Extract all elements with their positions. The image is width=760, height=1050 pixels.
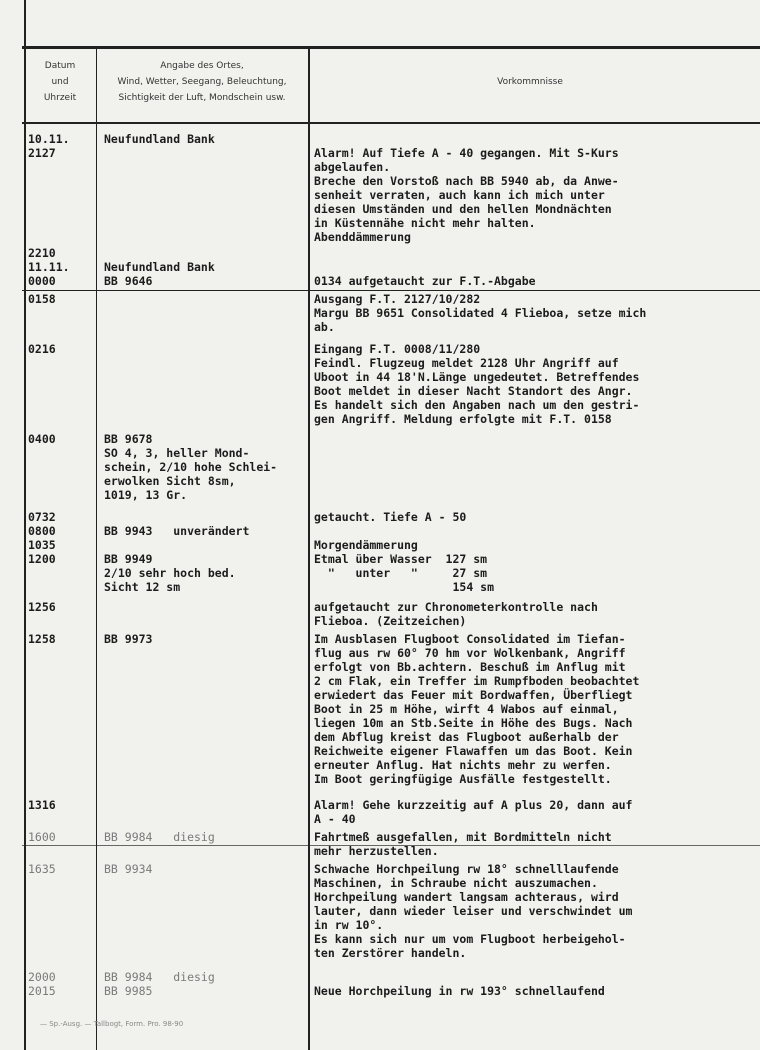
entry-place <box>104 830 304 844</box>
entry-place-line: 1019, 13 Gr. <box>104 488 188 502</box>
entry-events-line: Abenddämmerung <box>314 230 411 244</box>
entry-place <box>104 510 304 594</box>
entry-events-line <box>314 132 754 146</box>
entry-events-line: dem Abflug kreist das Flugboot außerhalb der <box>314 730 619 744</box>
entry-place-line: BB 9646 <box>104 274 153 288</box>
entry-time <box>28 798 98 812</box>
entry-place-line: BB 9943 unverändert <box>104 524 250 538</box>
entry-place-line: Neufundland Bank <box>104 132 215 146</box>
entry-events-line: Margu BB 9651 Consolidated 4 Flieboa, setze mich <box>314 306 647 320</box>
entry-place-line: erwolken Sicht 8sm, <box>104 474 236 488</box>
entry-place <box>104 432 304 502</box>
entry-time-line: 2015 <box>28 984 56 998</box>
entry-events-line: in rw 10°. <box>314 918 384 932</box>
entry-events-line: Breche den Vorstoß nach BB 5940 ab, da Anwe- <box>314 174 619 188</box>
entry-events <box>314 246 754 288</box>
header-events <box>310 74 750 90</box>
entry-events-line: ab. <box>314 320 335 334</box>
entry-events <box>314 292 754 334</box>
header-place-line-2: Wind, Wetter, Seegang, Beleuchtung, <box>117 77 287 87</box>
entry-time-line: 0732 <box>28 510 56 524</box>
entry-time <box>28 970 98 998</box>
entry-events-line: in Küstennähe nicht mehr halten. <box>314 216 536 230</box>
entry-events-line: 154 sm <box>314 580 495 594</box>
entry-place <box>104 132 304 146</box>
entry-events-line: Boot meldet in dieser Nacht Standort des Angr. <box>314 384 633 398</box>
entry-events-line <box>314 970 754 984</box>
entry-events-line: erwiedert das Feuer mit Bordwaffen, Überfliegt <box>314 688 633 702</box>
entry-place-line: BB 9973 <box>104 632 153 646</box>
entry-time-line: 2000 <box>28 970 56 984</box>
entry-events-line: Maschinen, in Schraube nicht auszumachen. <box>314 876 598 890</box>
entry-time <box>28 132 98 160</box>
entry-events-line: aufgetaucht zur Chronometerkontrolle nach <box>314 600 598 614</box>
entry-place <box>104 246 304 288</box>
col-divider-2 <box>308 46 310 1050</box>
entry-time <box>28 432 98 446</box>
entry-events-line: Boot in 25 m Höhe, wirft 4 Wabos auf einmal, <box>314 702 619 716</box>
entry-events-line: lauter, dann wieder leiser und verschwindet um <box>314 904 633 918</box>
entry-events-line: Schwache Horchpeilung rw 18° schnelllaufende <box>314 862 619 876</box>
entry-events-line: Fahrtmeß ausgefallen, mit Bordmitteln nicht <box>314 830 612 844</box>
entry-events <box>314 132 754 244</box>
entry-place-line: schein, 2/10 hohe Schlei- <box>104 460 278 474</box>
entry-events-line: Neue Horchpeilung in rw 193° schnellaufend <box>314 984 605 998</box>
header-date <box>26 58 94 106</box>
entry-events-line: Morgendämmerung <box>314 538 418 552</box>
entry-events-line: Es kann sich nur um vom Flugboot herbeigehol- <box>314 932 626 946</box>
entry-events-line: liegen 10m an Stb.Seite in Höhe des Bugs. Nach <box>314 716 633 730</box>
entry-time <box>28 342 98 356</box>
entry-events-line: mehr herzustellen. <box>314 844 439 858</box>
entry-place-line <box>104 510 304 524</box>
entry-events-line: Alarm! Auf Tiefe A - 40 gegangen. Mit S-Kurs <box>314 146 619 160</box>
entry-events-line: getaucht. Tiefe A - 50 <box>314 510 467 524</box>
entry-events <box>314 510 754 594</box>
entry-events <box>314 970 754 998</box>
form-footer: — Sp.-Ausg. — Tallbogt, Form. Pro. 98-90 <box>40 1020 184 1028</box>
entry-events-line: Reichweite eigener Flawaffen um das Boot. Kein <box>314 744 633 758</box>
mid-rule <box>22 290 760 291</box>
entry-events <box>314 830 754 858</box>
entry-events-line <box>314 260 754 274</box>
entry-time-line: 0400 <box>28 432 56 446</box>
header-date-line-3: Uhrzeit <box>43 93 77 103</box>
entry-time-line: 1258 <box>28 632 56 646</box>
entry-events-line <box>314 246 754 260</box>
entry-time-line: 0800 <box>28 524 56 538</box>
entry-time-line: 1600 <box>28 830 56 844</box>
entry-events <box>314 862 754 960</box>
entry-events-line: Etmal über Wasser 127 sm <box>314 552 488 566</box>
entry-events-line: 0134 aufgetaucht zur F.T.-Abgabe <box>314 274 536 288</box>
entry-time-line: 2127 <box>28 146 56 160</box>
entry-events-line: A - 40 <box>314 812 356 826</box>
entry-events-line: senheit verraten, auch kann ich mich unter <box>314 188 605 202</box>
entry-place-line: BB 9984 diesig <box>104 830 215 844</box>
entry-time <box>28 862 98 876</box>
entry-events-line: Im Ausblasen Flugboot Consolidated im Tiefan- <box>314 632 626 646</box>
entry-time-line: 1316 <box>28 798 56 812</box>
header-place-line-3: Sichtigkeit der Luft, Mondschein usw. <box>118 93 286 103</box>
entry-events-line: 2 cm Flak, ein Treffer im Rumpfboden beobachtet <box>314 674 640 688</box>
entry-events-line: diesen Umständen und den hellen Mondnächten <box>314 202 612 216</box>
entry-events-line: erneuter Anflug. Hat nichts mehr zu werfen. <box>314 758 612 772</box>
entry-time <box>28 246 98 288</box>
entry-place-line <box>104 246 304 260</box>
entry-events-line: flug aus rw 60° 70 hm vor Wolkenbank, Angriff <box>314 646 626 660</box>
entry-place-line: BB 9678 <box>104 432 153 446</box>
entry-events-line: Uboot in 44 18'N.Länge ungedeutet. Betreffendes <box>314 370 640 384</box>
entry-events-line: Es handelt sich den Angaben nach um den gestri- <box>314 398 640 412</box>
entry-events <box>314 632 754 786</box>
entry-events-line: Ausgang F.T. 2127/10/282 <box>314 292 481 306</box>
entry-events-line: Alarm! Gehe kurzzeitig auf A plus 20, dann auf <box>314 798 633 812</box>
entry-time <box>28 830 98 844</box>
entry-time <box>28 600 98 614</box>
entry-place-line: BB 9949 <box>104 552 153 566</box>
entry-events-line: Flieboa. (Zeitzeichen) <box>314 614 467 628</box>
entry-time <box>28 510 98 566</box>
entry-place-line: SO 4, 3, heller Mond- <box>104 446 250 460</box>
entry-place <box>104 970 304 998</box>
entry-time-line: 1256 <box>28 600 56 614</box>
entry-time-line: 1635 <box>28 862 56 876</box>
header-events-label: Vorkommnisse <box>497 77 563 87</box>
entry-place-line: BB 9984 diesig <box>104 970 215 984</box>
entry-time-line: 1035 <box>28 538 56 552</box>
entry-events-line: abgelaufen. <box>314 160 391 174</box>
entry-time <box>28 292 98 306</box>
entry-events-line: Feindl. Flugzeug meldet 2128 Uhr Angriff auf <box>314 356 619 370</box>
entry-events-line <box>314 524 754 538</box>
entry-events <box>314 798 754 826</box>
entry-time-line: 1200 <box>28 552 56 566</box>
entry-place-line: Neufundland Bank <box>104 260 215 274</box>
entry-events-line: Eingang F.T. 0008/11/280 <box>314 342 481 356</box>
entry-place-line: BB 9985 <box>104 984 153 998</box>
entry-place-line: BB 9934 <box>104 862 153 876</box>
entry-events <box>314 342 754 426</box>
entry-time-line: 10.11. <box>28 132 70 146</box>
header-place <box>98 58 306 106</box>
entry-events-line: " unter " 27 sm <box>314 566 488 580</box>
entry-time-line: 0000 <box>28 274 56 288</box>
entry-place <box>104 862 304 876</box>
entry-time <box>28 632 98 646</box>
header-date-line-1: Datum <box>44 61 76 71</box>
entry-place-line: 2/10 sehr hoch bed. <box>104 566 236 580</box>
entry-time-line: 0216 <box>28 342 56 356</box>
entry-place-line <box>104 538 304 552</box>
entry-events-line: gen Angriff. Meldung erfolgte mit F.T. 0158 <box>314 412 612 426</box>
entry-place <box>104 632 304 646</box>
entry-time-line: 0158 <box>28 292 56 306</box>
entry-events-line: Im Boot geringfügige Ausfälle festgestellt. <box>314 772 612 786</box>
entry-events <box>314 600 754 628</box>
header-bottom-border <box>22 122 760 124</box>
left-border <box>24 0 26 1050</box>
entry-time-line: 11.11. <box>28 260 70 274</box>
entry-events-line: ten Zerstörer handeln. <box>314 946 467 960</box>
entry-events-line: Horchpeilung wandert langsam achteraus, wird <box>314 890 619 904</box>
entry-place-line: Sicht 12 sm <box>104 580 181 594</box>
entry-events-line: erfolgt von Bb.achtern. Beschuß im Anflug mit <box>314 660 626 674</box>
header-date-line-2: und <box>51 77 69 87</box>
entry-time-line: 2210 <box>28 246 56 260</box>
table-top-border <box>22 46 760 49</box>
header-place-line-1: Angabe des Ortes, <box>160 61 244 71</box>
